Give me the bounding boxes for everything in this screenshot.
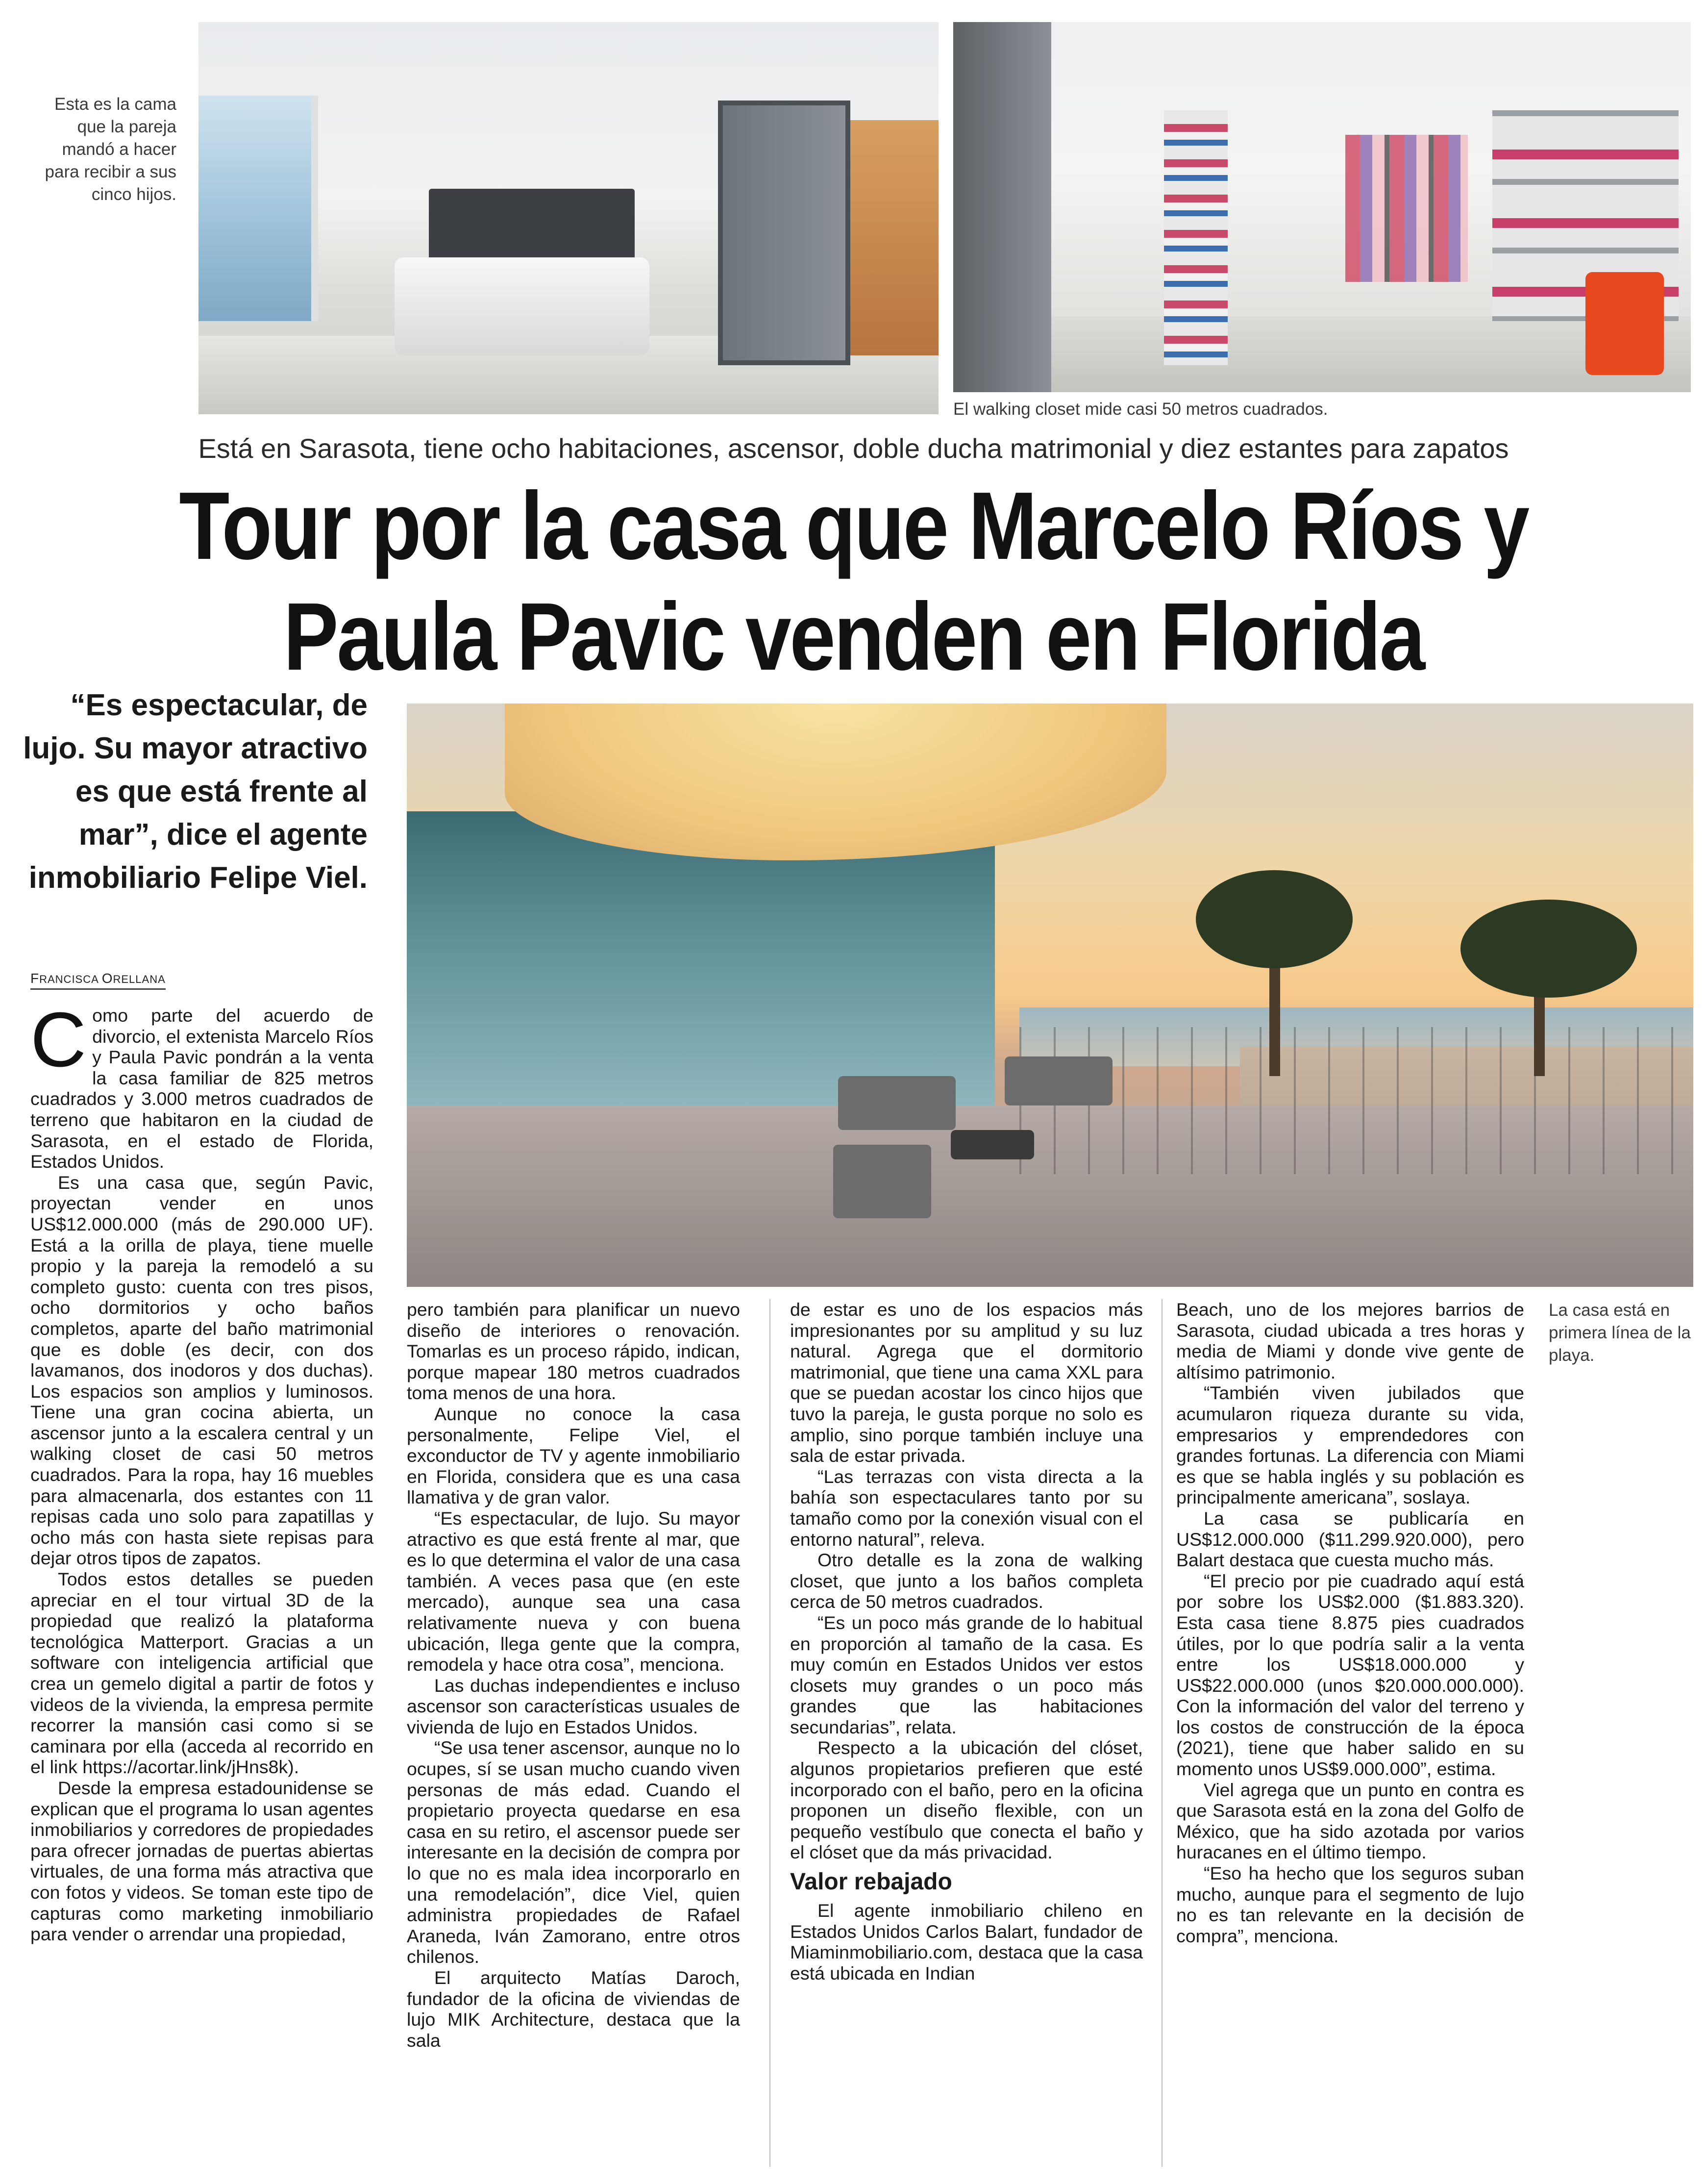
paragraph: “Es espectacular, de lujo. Su mayor atractivo es que está frente al mar, que es lo que determina el valor de una casa también. A veces pasa que (en este mercado), aunque sea una casa relativamente nueva y con buena ubicación, llega gente que la compra, remodela y hace otra cosa”, menciona.: [407, 1507, 740, 1675]
subheadline: Está en Sarasota, tiene ocho habitaciones, ascensor, doble ducha matrimonial y diez estantes para zapatos: [198, 433, 1509, 464]
terrace-photo: [407, 703, 1693, 1287]
drop-cap: C: [30, 997, 87, 1083]
shoe-shelves: [1164, 110, 1228, 365]
paragraph: Es una casa que, según Pavic, proyectan vender en unos US$12.000.000 (más de 290.000 UF). Está a la orilla de playa, tiene muelle propio y la pareja la remodeló a su completo gusto: cuenta con tres pisos, ocho dormitorios y ocho baños completos, aparte del baño matrimonial que es doble (es decir, con dos lavamanos, dos inodoros y dos duchas). Los espacios son amplios y luminosos. Tiene una gran cocina abierta, un ascensor junto a la escalera central y un walking closet de casi 50 metros cuadrados. Para la ropa, hay 16 muebles para almacenarla, dos estantes con 11 repisas cada uno solo para zapatillas y ocho más con hasta siete repisas para dejar otros tipos de zapatos.: [30, 1172, 373, 1569]
paragraph: Las duchas independientes e incluso ascensor son características usuales de vivienda de lujo en Estados Unidos.: [407, 1675, 740, 1737]
paragraph: “También viven jubilados que acumularon riqueza durante su vida, empresarios y emprendedores con grandes fortunas. La diferencia con Miami es que se habla inglés y su población es principalmente americana”, soslaya.: [1176, 1382, 1524, 1508]
paragraph: Viel agrega que un punto en contra es que Sarasota está en la zona del Golfo de México, que ha sido azotada por varios huracanes en el último tiempo.: [1176, 1779, 1524, 1863]
paragraph: “Se usa tener ascensor, aunque no lo ocupes, sí se usan mucho cuando viven personas de más edad. Cuando el propietario proyecta quedarse en esa casa en su retiro, el ascensor puede ser interesante en la decisión de compra por lo que no es mala idea incorporarlo en una remodelación”, dice Viel, quien administra propiedades de Rafael Araneda, Iván Zamorano, entre otros chilenos.: [407, 1737, 740, 1967]
paragraph: pero también para planificar un nuevo diseño de interiores o renovación. Tomarlas es un proceso rápido, indican, porque mapear 180 metros cuadrados toma menos de una hora.: [407, 1299, 740, 1404]
article-column-2: [407, 1299, 740, 2051]
column-divider: [1162, 1299, 1163, 2167]
paragraph: de estar es uno de los espacios más impresionantes por su amplitud y su luz natural. Agrega que el dormitorio matrimonial, que tiene una cama XXL para que se puedan acostar los cinco hijos que tuvo la pareja, le gusta porque no solo es amplio, sino porque también incluye una sala de estar privada.: [790, 1299, 1143, 1466]
paragraph: Otro detalle es la zona de walking closet, que junto a los baños completa cerca de 50 metros cuadrados.: [790, 1550, 1143, 1612]
paragraph: Beach, uno de los mejores barrios de Sarasota, ciudad ubicada a tres horas y media de Miami y donde vive gente de altísimo patrimonio.: [1176, 1299, 1524, 1382]
section-subtitle: Valor rebajado: [790, 1869, 952, 1895]
headline-line-2: Paula Pavic venden en Florida: [283, 583, 1424, 690]
paragraph: El arquitecto Matías Daroch, fundador de la oficina de viviendas de lujo MIK Architecture, destaca que la sala: [407, 1967, 740, 2051]
article-column-4: [1176, 1299, 1524, 1946]
paragraph: Respecto a la ubicación del clóset, algunos propietarios prefieren que esté incorporado con el baño, pero en la oficina proponen un diseño flexible, con un pequeño vestíbulo que conecta el baño y el clóset que da más privacidad.: [790, 1737, 1143, 1863]
closet-floor: [953, 316, 1691, 392]
adjacent-room: [850, 120, 939, 355]
paragraph: “Eso ha hecho que los seguros suban mucho, aunque para el segmento de lujo no es tan relevante en la decisión de compra”, menciona.: [1176, 1863, 1524, 1946]
red-suitcase: [1585, 272, 1664, 375]
headline-line-1: Tour por la casa que Marcelo Ríos y: [179, 472, 1528, 579]
terrace-railing: [1019, 1027, 1693, 1174]
column-divider: [769, 1299, 770, 2167]
pull-quote: “Es espectacular, de lujo. Su mayor atractivo es que está frente al mar”, dice el agente inmobiliario Felipe Viel.: [23, 688, 368, 895]
paragraph: La casa se publicaría en US$12.000.000 ($11.299.920.000), pero Balart destaca que cuesta mucho más.: [1176, 1507, 1524, 1571]
headline: [120, 471, 1587, 692]
bedroom-photo: [198, 22, 939, 414]
bed: [395, 257, 649, 355]
window-ocean-view: [198, 96, 318, 321]
walking-closet-photo: [953, 22, 1691, 392]
paragraph: Todos estos detalles se pueden apreciar en el tour virtual 3D de la propiedad que realizó la plataforma tecnológica Matterport. Gracias a un software con inteligencia artificial que crea un gemelo digital a partir de fotos y videos de la vivienda, la empresa permite recorrer la mansión casi como si se caminara por ella (acceda al recorrido en el link https://acortar.link/jHns8k).: [30, 1569, 373, 1778]
sliding-door: [718, 100, 850, 365]
article-column-1: Como parte del acuerdo de divorcio, el extenista Marcelo Ríos y Paula Pavic pondrán a la venta la casa familiar de 825 metros cuadrados y 3.000 metros cuadrados de terreno que habitaron en la ciudad de Sarasota, en el estado de Florida, Estados Unidos. Es una casa que, según Pavic, proyectan vender en unos US$12.000.000 (más de 290.000 UF). Está a la orilla de playa, tiene muelle propio y la pareja la remodeló a su completo gusto: cuenta con tres pisos, ocho dormitorios y ocho baños completos, aparte del baño matrimonial que es doble (es decir, con dos lavamanos, dos inodoros y dos duchas). Los espacios son amplios y luminosos. Tiene una gran cocina abierta, un ascensor junto a la escalera central y un walking closet de casi 50 metros cuadrados. Para la ropa, hay 16 muebles para almacenarla, dos estantes con 11 repisas cada uno solo para zapatillas y ocho más con hasta siete repisas para dejar otros tipos de zapatos. Todos estos detalles se pueden apreciar en el tour virtual 3D de la propiedad que realizó la plataforma tecnológica Matterport. Gracias a un software con inteligencia artificial que crea un gemelo digital a partir de fotos y videos de la vivienda, la empresa permite recorrer la mansión casi como si se caminara por ella (acceda al recorrido en el link https://acortar.link/jHns8k). Desde la empresa estadounidense se explican que el programa lo usan agentes inmobiliarios y corredores de propiedades para ofrecer jornadas de puertas abiertas virtuales, de una forma más atractiva que con fotos y videos. Se toman este tipo de capturas como marketing inmobiliario para vender o arrendar una propiedad,: [30, 997, 373, 1945]
article-column-3: [790, 1299, 1143, 1983]
terrace-armchair: [833, 1145, 931, 1218]
palm-tree: [1196, 870, 1353, 968]
terrace-sofa: [838, 1076, 956, 1130]
paragraph: “Es un poco más grande de lo habitual en proporción al tamaño de la casa. Es muy común en Estados Unidos ver estos closets muy grandes o un poco más grandes que las habitaciones secundarias”, relata.: [790, 1612, 1143, 1737]
palm-tree: [1460, 900, 1637, 998]
hanging-clothes: [1345, 135, 1468, 282]
paragraph: El agente inmobiliario chileno en Estados Unidos Carlos Balart, fundador de Miaminmobiliario.com, destaca que la casa está ubicada en Indian: [790, 1900, 1143, 1983]
closet-photo-caption: El walking closet mide casi 50 metros cuadrados.: [953, 400, 1328, 419]
paragraph: “El precio por pie cuadrado aquí está por sobre los US$2.000 ($1.883.320). Esta casa tiene 8.875 pies cuadrados útiles, por lo que podría salir a la venta entre los US$18.000.000 y US$22.000.000 (unos $20.000.000.000). Con la información del valor del terreno y los costos de construcción de la época (2021), tiene que haber salido en su momento unos US$9.000.000”, estima.: [1176, 1570, 1524, 1780]
paragraph: “Las terrazas con vista directa a la bahía son espectaculares tanto por su tamaño como por la conexión visual con el entorno natural”, releva.: [790, 1466, 1143, 1550]
terrace-photo-caption: La casa está en primera línea de la playa.: [1549, 1301, 1691, 1365]
bedroom-photo-caption: Esta es la cama que la pareja mandó a hacer para recibir a sus cinco hijos.: [45, 95, 176, 204]
paragraph: Aunque no conoce la casa personalmente, Felipe Viel, el exconductor de TV y agente inmobiliario en Florida, considera que es una casa llamativa y de gran valor.: [407, 1403, 740, 1508]
terrace-sofa: [1005, 1056, 1113, 1105]
coffee-table: [951, 1130, 1034, 1159]
paragraph: Desde la empresa estadounidense se explican que el programa lo usan agentes inmobiliarios y corredores de propiedades para ofrecer jornadas de puertas abiertas virtuales, de una forma más atractiva que con fotos y videos. Se toman este tipo de capturas como marketing inmobiliario para vender o arrendar una propiedad,: [30, 1777, 373, 1945]
byline: FRANCISCA ORELLANA: [30, 971, 166, 990]
closet-doorway: [953, 22, 1051, 392]
curved-balcony: [505, 703, 1166, 860]
